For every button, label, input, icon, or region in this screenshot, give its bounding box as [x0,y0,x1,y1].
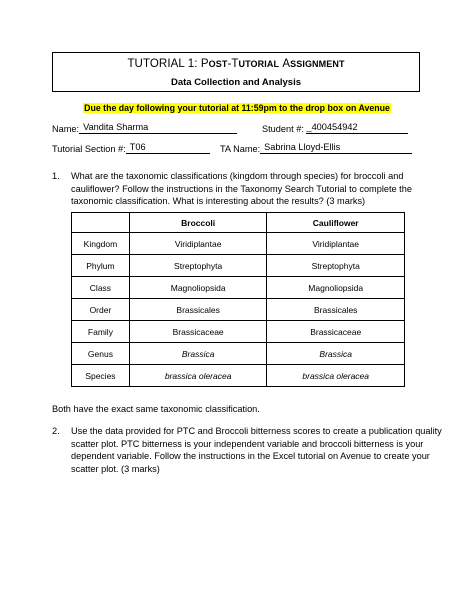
rank-cell: Class [72,277,130,299]
student-number-value: _400454942 [306,122,358,132]
title-tutorial-rest: UTORIAL [238,59,280,69]
title-assignment-rest: SSIGNMENT [290,59,345,69]
broccoli-cell: Viridiplantae [129,233,267,255]
name-label: Name: [52,124,80,134]
rank-cell: Kingdom [72,233,130,255]
page-title [53,58,419,70]
question-2 [52,425,452,479]
table-row [72,233,405,255]
section-label: Tutorial Section #: [52,144,126,154]
question-1 [52,170,432,210]
question-1-line: taxonomic classification. What is interesting about the results? (3 marks) [71,196,366,206]
name-field[interactable] [79,122,237,134]
title-dash: - [227,58,232,70]
table-row [72,365,405,387]
student-row [262,122,408,134]
broccoli-cell: Brassicaceae [129,321,267,343]
question-1-line: cauliflower? Follow the instructions in the Taxonomy Search Tutorial to complete the [71,183,412,194]
rank-cell: Family [72,321,130,343]
answer-1: Both have the exact same taxonomic classification. [52,404,260,414]
cauliflower-cell: Brassica [267,343,405,365]
cauliflower-cell: Brassicaceae [267,321,405,343]
section-field[interactable] [126,142,210,154]
rank-cell: Phylum [72,255,130,277]
question-2-text [71,425,442,475]
table-row [72,343,405,365]
due-notice-text: Due the day following your tutorial at 11:59pm to the drop box on Avenue [84,103,390,113]
broccoli-cell: Brassicales [129,299,267,321]
table-header-cell: Broccoli [129,213,267,233]
question-1-text [71,170,412,208]
title-tutorial-initial: T [231,58,239,70]
question-2-line: Use the data provided for PTC and Broccoli bitterness scores to create a publication quality [71,426,442,436]
table-row [72,321,405,343]
table-row [72,299,405,321]
rank-cell: Order [72,299,130,321]
cauliflower-cell: Streptophyta [267,255,405,277]
table-header-cell [72,213,130,233]
broccoli-cell: Brassica [129,343,267,365]
table-row [72,255,405,277]
name-value: Vandita Sharma [83,122,149,132]
table-row [72,277,405,299]
title-box [52,52,420,92]
question-2-line: dependent variable. Follow the instructions in the Excel tutorial on Avenue to create your [71,451,430,461]
name-row [52,122,237,134]
broccoli-cell: Streptophyta [129,255,267,277]
title-prefix: TUTORIAL 1: [127,58,201,70]
title-assignment-initial: A [282,58,291,70]
table-header-row [72,213,405,233]
table-header-cell: Cauliflower [267,213,405,233]
question-1-number: 1. [52,171,60,181]
title-post-initial: P [200,58,209,70]
cauliflower-cell: brassica oleracea [267,365,405,387]
broccoli-cell: brassica oleracea [129,365,267,387]
question-2-number: 2. [52,426,60,436]
ta-label: TA Name: [220,144,261,154]
rank-cell: Species [72,365,130,387]
rank-cell: Genus [72,343,130,365]
due-notice [0,98,474,116]
ta-row [220,142,412,154]
section-value: T06 [129,142,146,152]
taxonomy-table [71,212,405,387]
question-2-line: scatter plot. PTC bitterness is your independent variable and broccoli bitterness is your [71,438,424,449]
ta-name-value: Sabrina Lloyd-Ellis [264,142,341,152]
student-number-field[interactable] [306,122,408,134]
section-row [52,142,210,154]
question-2-line: scatter plot. (3 marks) [71,463,160,474]
question-1-line: What are the taxonomic classifications (kingdom through species) for broccoli and [71,171,404,181]
broccoli-cell: Magnoliopsida [129,277,267,299]
title-post-rest: OST [208,59,228,69]
cauliflower-cell: Magnoliopsida [267,277,405,299]
ta-name-field[interactable] [260,142,412,154]
cauliflower-cell: Brassicales [267,299,405,321]
page-subtitle: Data Collection and Analysis [170,77,302,88]
student-label: Student #: [262,124,307,134]
cauliflower-cell: Viridiplantae [267,233,405,255]
